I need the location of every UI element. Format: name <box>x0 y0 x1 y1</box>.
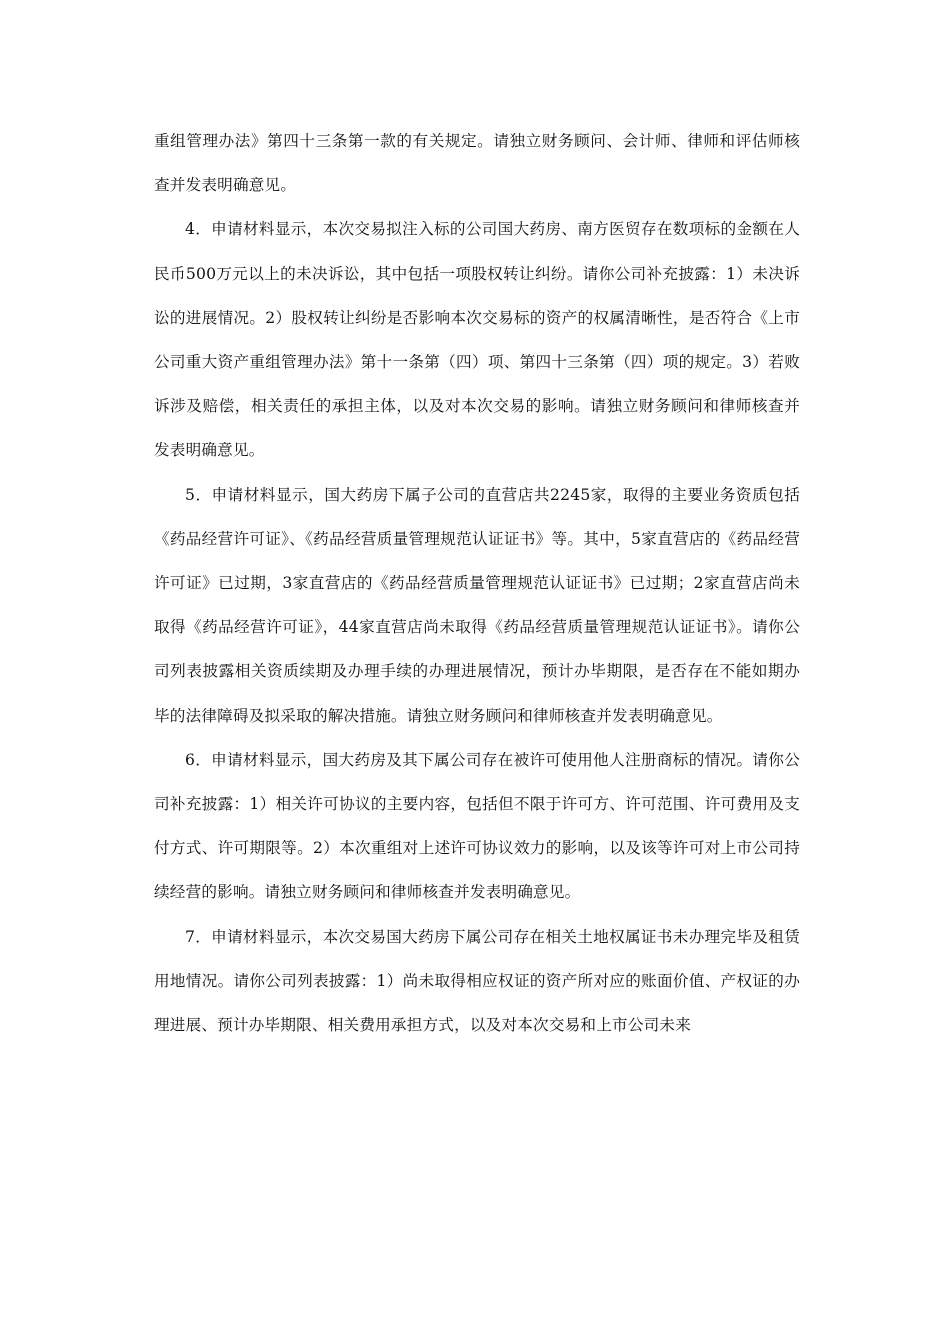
paragraph-item-6: 6．申请材料显示，国大药房及其下属公司存在被许可使用他人注册商标的情况。请你公司补充披露：1）相关许可协议的主要内容，包括但不限于许可方、许可范围、许可费用及支付方式、许可期限等。2）本次重组对上述许可协议效力的影响，以及该等许可对上市公司持续经营的影响。请独立财务顾问和律师核查并发表明确意见。 <box>154 750 800 902</box>
paragraph-item-5: 5．申请材料显示，国大药房下属子公司的直营店共2245家，取得的主要业务资质包括《药品经营许可证》、《药品经营质量管理规范认证证书》等。其中，5家直营店的《药品经营许可证》已过期，3家直营店的《药品经营质量管理规范认证证书》已过期；2家直营店尚未取得《药品经营许可证》，44家直营店尚未取得《药品经营质量管理规范认证证书》。请你公司列表披露相关资质续期及办理手续的办理进展情况，预计办毕期限，是否存在不能如期办毕的法律障碍及拟采取的解决措施。请独立财务顾问和律师核查并发表明确意见。 <box>154 485 800 725</box>
document-page <box>154 119 800 1047</box>
paragraph-continued: 重组管理办法》第四十三条第一款的有关规定。请独立财务顾问、会计师、律师和评估师核查并发表明确意见。 <box>154 132 800 195</box>
paragraph-item-4: 4．申请材料显示，本次交易拟注入标的公司国大药房、南方医贸存在数项标的金额在人民币500万元以上的未决诉讼，其中包括一项股权转让纠纷。请你公司补充披露：1）未决诉讼的进展情况。2）股权转让纠纷是否影响本次交易标的资产的权属清晰性，是否符合《上市公司重大资产重组管理办法》第十一条第（四）项、第四十三条第（四）项的规定。3）若败诉涉及赔偿，相关责任的承担主体，以及对本次交易的影响。请独立财务顾问和律师核查并发表明确意见。 <box>154 220 800 460</box>
paragraph-item-7: 7．申请材料显示，本次交易国大药房下属公司存在相关土地权属证书未办理完毕及租赁用地情况。请你公司列表披露：1）尚未取得相应权证的资产所对应的账面价值、产权证的办理进展、预计办毕期限、相关费用承担方式，以及对本次交易和上市公司未来 <box>154 927 800 1035</box>
